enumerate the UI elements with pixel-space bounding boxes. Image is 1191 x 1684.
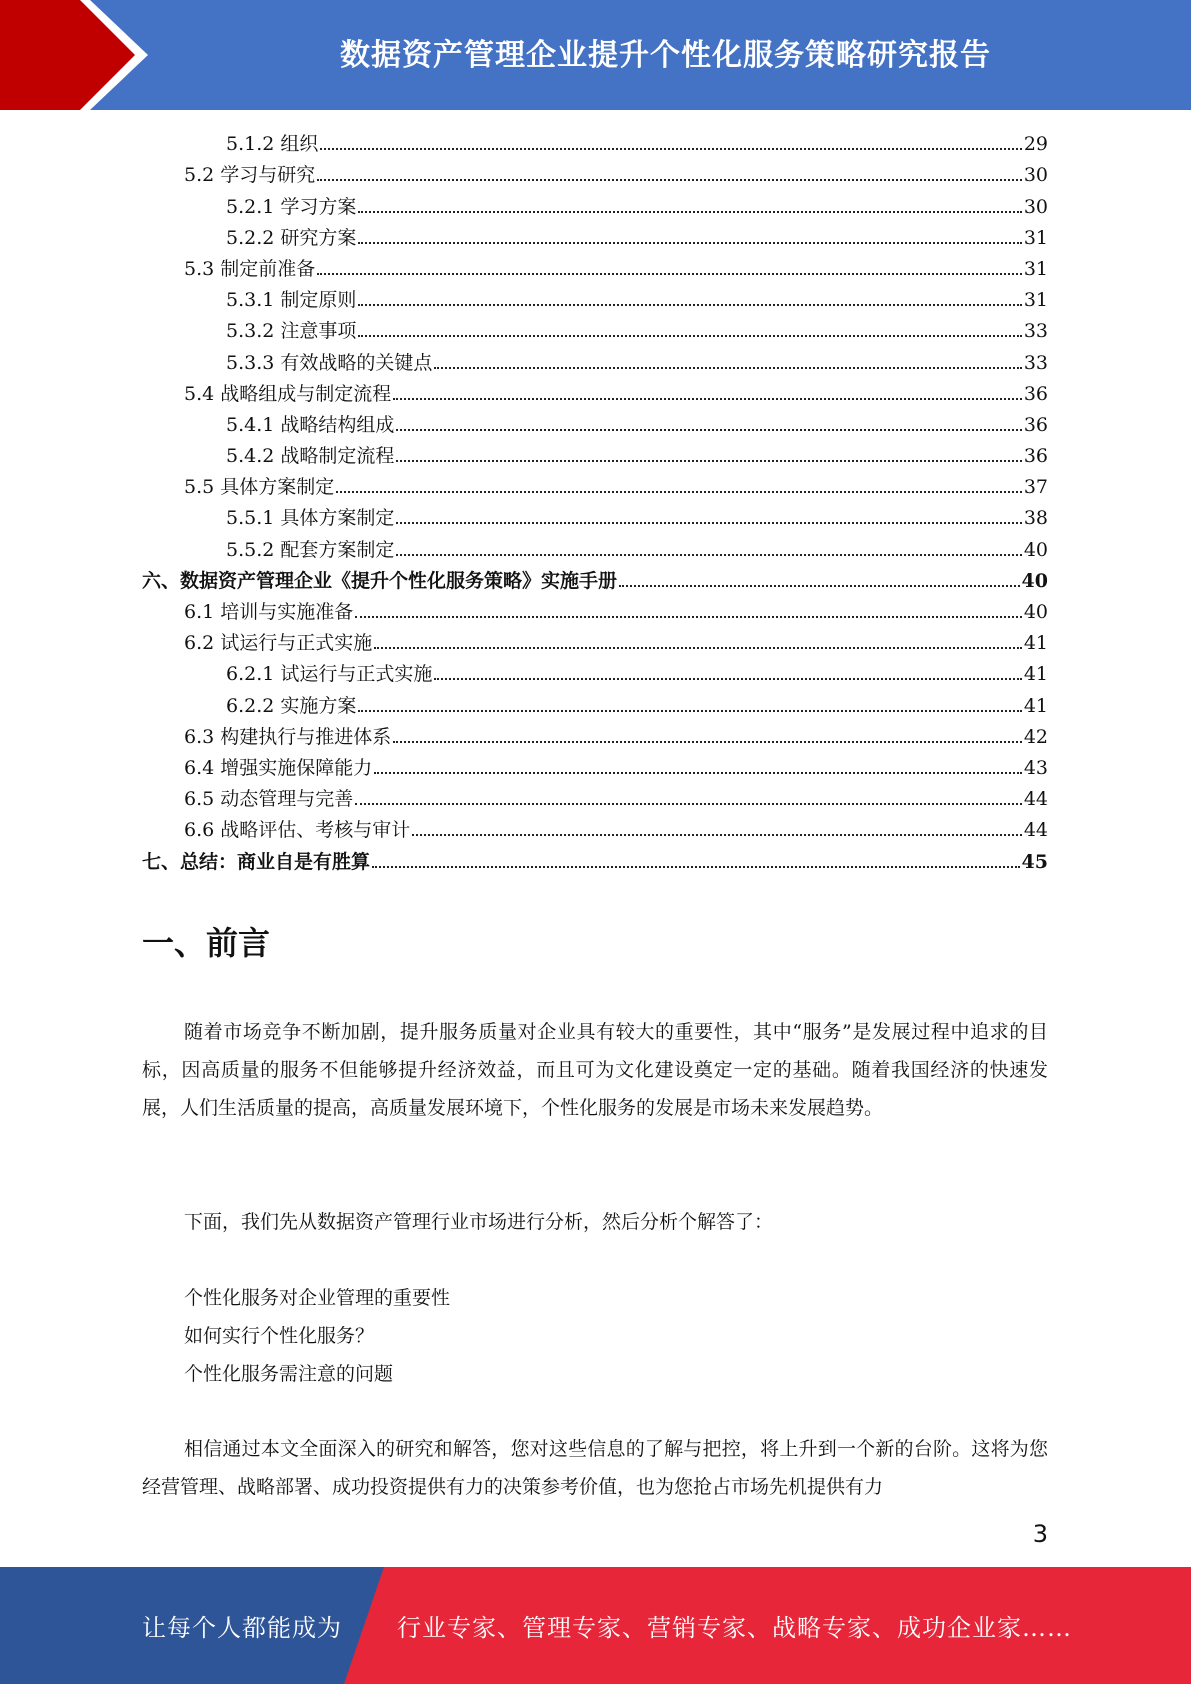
toc-entry-page: 29 (1023, 133, 1048, 156)
toc-entry-label: 七、总结：商业自是有胜算 (142, 850, 371, 873)
toc-leader-dots (317, 178, 1022, 181)
toc-leader-dots (372, 865, 1020, 868)
toc-leader-dots (434, 677, 1021, 680)
toc-leader-dots (374, 646, 1022, 649)
toc-entry-label: 6.4 增强实施保障能力 (184, 756, 373, 779)
toc-entry-page: 40 (1021, 569, 1048, 592)
toc-entry-page: 37 (1023, 476, 1048, 499)
toc-leader-dots (336, 490, 1022, 493)
toc-entry-page: 41 (1023, 632, 1048, 655)
toc-leader-dots (434, 366, 1021, 369)
toc-entry-label: 5.1.2 组织 (226, 133, 319, 156)
toc-entry-page: 31 (1023, 257, 1048, 280)
toc-entry[interactable] (142, 377, 1048, 408)
toc-entry-page: 41 (1023, 694, 1048, 717)
toc-entry-label: 5.5 具体方案制定 (184, 476, 335, 499)
toc-entry-label: 6.6 战略评估、考核与审计 (184, 819, 411, 842)
toc-leader-dots (374, 771, 1022, 774)
header-chevron-decoration (0, 0, 150, 110)
toc-entry[interactable] (142, 720, 1048, 751)
toc-entry[interactable] (142, 844, 1048, 875)
toc-leader-dots (358, 709, 1021, 712)
page-footer (0, 1567, 1191, 1684)
toc-entry[interactable] (142, 595, 1048, 626)
toc-entry-page: 40 (1023, 601, 1048, 623)
toc-entry[interactable] (142, 314, 1048, 345)
question-list (184, 1279, 450, 1393)
toc-entry-label: 5.3 制定前准备 (184, 257, 316, 280)
toc-entry[interactable] (142, 657, 1048, 688)
toc-entry[interactable] (142, 813, 1048, 844)
toc-entry[interactable] (142, 158, 1048, 189)
toc-entry-page: 44 (1023, 788, 1048, 811)
toc-leader-dots (320, 147, 1021, 150)
toc-entry-page: 45 (1021, 850, 1048, 873)
toc-entry-page: 30 (1023, 195, 1048, 218)
toc-entry[interactable] (142, 408, 1048, 439)
toc-entry[interactable] (142, 252, 1048, 283)
toc-entry[interactable] (142, 782, 1048, 813)
toc-entry-page: 33 (1023, 320, 1048, 343)
toc-entry-label: 六、数据资产管理企业《提升个性化服务策略》实施手册 (142, 569, 618, 592)
toc-entry-label: 5.2.1 学习方案 (226, 195, 357, 218)
toc-entry-label: 6.1 培训与实施准备 (184, 601, 354, 623)
toc-entry[interactable] (142, 564, 1048, 595)
toc-entry-label: 6.2 试运行与正式实施 (184, 632, 373, 655)
toc-entry[interactable] (142, 688, 1048, 719)
toc-entry-page: 36 (1023, 413, 1048, 436)
toc-entry[interactable] (142, 189, 1048, 220)
toc-entry[interactable] (142, 470, 1048, 501)
toc-entry-page: 43 (1023, 756, 1048, 779)
toc-entry[interactable] (142, 532, 1048, 563)
toc-leader-dots (355, 615, 1022, 618)
toc-entry-label: 6.3 构建执行与推进体系 (184, 725, 392, 748)
toc-entry-label: 6.2.2 实施方案 (226, 694, 357, 717)
toc-leader-dots (619, 584, 1020, 587)
toc-entry-page: 31 (1023, 289, 1048, 312)
paragraph: 随着市场竞争不断加剧，提升服务质量对企业具有较大的重要性，其中“服务”是发展过程中追求的目标，因高质量的服务不但能够提升经济效益，而且可为文化建设奠定一定的基础。随着我国经济的快速发展，人们生活质量的提高，高质量发展环境下，个性化服务的发展是市场未来发展趋势。 (142, 1021, 1048, 1119)
toc-entry-label: 5.3.3 有效战略的关键点 (226, 351, 433, 374)
toc-entry-label: 6.2.1 试运行与正式实施 (226, 663, 433, 686)
toc-entry-page: 44 (1023, 819, 1048, 842)
toc-entry-label: 5.2.2 研究方案 (226, 226, 357, 249)
toc-entry-page: 33 (1023, 351, 1048, 374)
toc-leader-dots (396, 459, 1021, 462)
paragraph: 相信通过本文全面深入的研究和解答，您对这些信息的了解与把控，将上升到一个新的台阶。这将为您经营管理、战略部署、成功投资提供有力的决策参考价值，也为您抢占市场先机提供有力 (142, 1438, 1048, 1498)
toc-entry-page: 40 (1023, 538, 1048, 561)
paragraph: 下面，我们先从数据资产管理行业市场进行分析，然后分析个解答了： (184, 1211, 774, 1233)
page-number: 3 (1032, 1520, 1048, 1548)
toc-leader-dots (358, 241, 1021, 244)
toc-leader-dots (355, 802, 1022, 805)
toc-entry-label: 5.2 学习与研究 (184, 164, 316, 187)
toc-entry[interactable] (142, 221, 1048, 252)
toc-leader-dots (412, 833, 1022, 836)
list-item: 如何实行个性化服务？ (184, 1325, 375, 1347)
toc-entry-page: 30 (1023, 164, 1048, 187)
footer-slogan-left: 让每个人都能成为 (142, 1614, 342, 1642)
page-header (0, 0, 1191, 110)
toc-entry[interactable] (142, 345, 1048, 376)
section-heading: 一、前言 (142, 924, 271, 962)
toc-leader-dots (358, 334, 1021, 337)
toc-entry[interactable] (142, 501, 1048, 532)
toc-entry-label: 5.4.2 战略制定流程 (226, 445, 395, 468)
toc-entry-page: 42 (1023, 725, 1048, 748)
toc-entry-page: 36 (1023, 382, 1048, 405)
toc-entry-page: 31 (1023, 226, 1048, 249)
toc-entry[interactable] (142, 283, 1048, 314)
toc-entry[interactable] (142, 439, 1048, 470)
toc-entry-label: 5.5.2 配套方案制定 (226, 538, 395, 561)
document-title: 数据资产管理企业提升个性化服务策略研究报告 (340, 38, 991, 73)
toc-leader-dots (393, 740, 1022, 743)
toc-leader-dots (396, 521, 1021, 524)
toc-entry-label: 5.3.2 注意事项 (226, 320, 357, 343)
toc-entry-page: 38 (1023, 507, 1048, 530)
footer-slogan-right: 行业专家、管理专家、营销专家、战略专家、成功企业家…… (397, 1614, 1072, 1642)
list-item: 个性化服务需注意的问题 (184, 1363, 394, 1385)
toc-entry-page: 41 (1023, 663, 1048, 686)
toc-entry-label: 5.5.1 具体方案制定 (226, 507, 395, 530)
toc-entry-label: 5.3.1 制定原则 (226, 289, 357, 312)
toc-leader-dots (396, 428, 1021, 431)
toc-entry[interactable] (142, 751, 1048, 782)
toc-leader-dots (358, 303, 1021, 306)
toc-entry-label: 5.4 战略组成与制定流程 (184, 382, 392, 405)
toc-entry-label: 6.5 动态管理与完善 (184, 788, 354, 811)
toc-entry-label: 5.4.1 战略结构组成 (226, 413, 395, 436)
toc-leader-dots (393, 397, 1022, 400)
toc-leader-dots (358, 210, 1021, 213)
toc-leader-dots (317, 272, 1022, 275)
toc-entry[interactable] (142, 626, 1048, 657)
table-of-contents (142, 127, 1048, 876)
toc-entry[interactable] (142, 127, 1048, 158)
toc-leader-dots (396, 553, 1021, 556)
list-item: 个性化服务对企业管理的重要性 (184, 1287, 451, 1309)
toc-entry-page: 36 (1023, 445, 1048, 468)
